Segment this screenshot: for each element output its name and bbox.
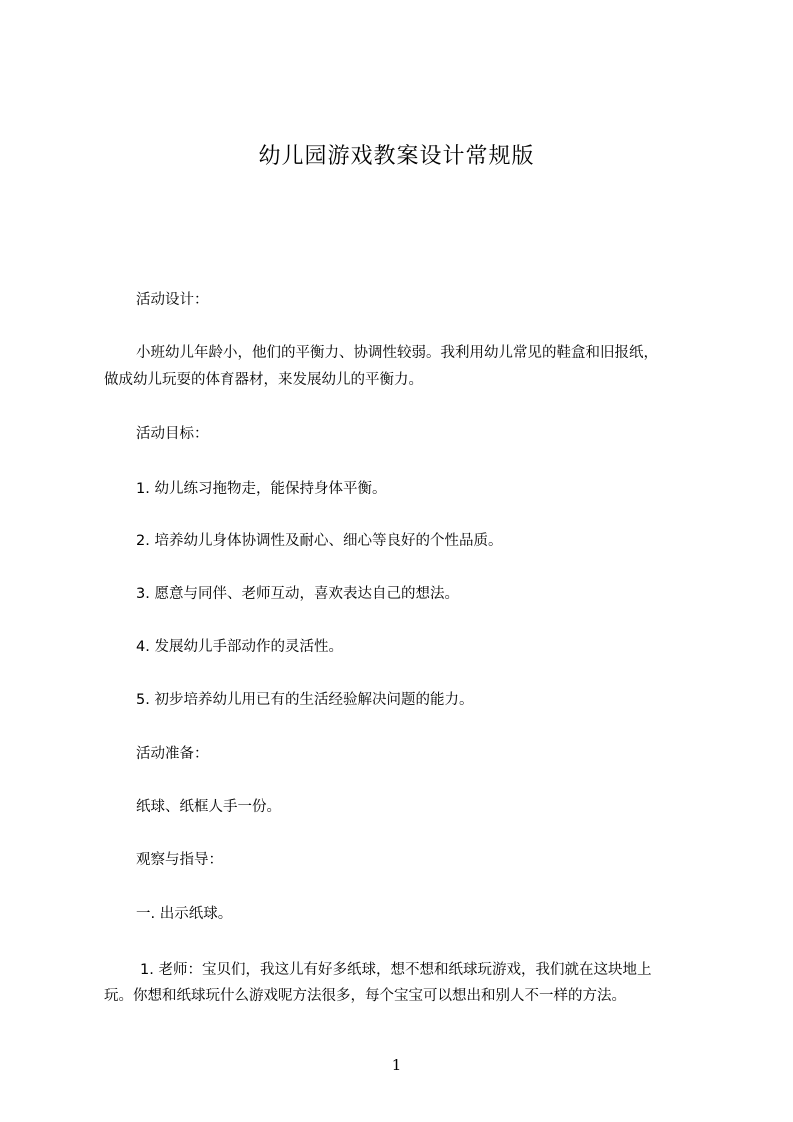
section-heading-design: 活动设计： xyxy=(136,292,209,308)
document-title: 幼儿园游戏教案设计常规版 xyxy=(258,144,535,169)
section-heading-guide: 观察与指导： xyxy=(136,852,223,868)
goal-item-1: 1. 幼儿练习拖物走，能保持身体平衡。 xyxy=(136,481,387,497)
design-paragraph-line-2: 做成幼儿玩耍的体育器材，来发展幼儿的平衡力。 xyxy=(104,372,423,388)
goal-item-2: 2. 培养幼儿身体协调性及耐心、细心等良好的个性品质。 xyxy=(136,533,503,549)
design-paragraph-line-1: 小班幼儿年龄小，他们的平衡力、协调性较弱。我利用幼儿常见的鞋盒和旧报纸， xyxy=(136,345,658,361)
prep-text: 纸球、纸框人手一份。 xyxy=(136,799,281,815)
page-number: 1 xyxy=(391,1056,402,1074)
step-1-line-1: 1. 老师：宝贝们，我这儿有好多纸球，想不想和纸球玩游戏，我们就在这块地上 xyxy=(140,962,652,978)
section-heading-prep: 活动准备： xyxy=(136,746,209,762)
step-1-heading: 一. 出示纸球。 xyxy=(136,906,233,922)
goal-item-4: 4. 发展幼儿手部动作的灵活性。 xyxy=(136,639,343,655)
goal-item-3: 3. 愿意与同伴、老师互动，喜欢表达自己的想法。 xyxy=(136,586,459,602)
section-heading-goals: 活动目标： xyxy=(136,426,209,442)
step-1-line-2: 玩。你想和纸球玩什么游戏呢方法很多，每个宝宝可以想出和别人不一样的方法。 xyxy=(104,988,626,1004)
goal-item-5: 5. 初步培养幼儿用已有的生活经验解决问题的能力。 xyxy=(136,692,474,708)
